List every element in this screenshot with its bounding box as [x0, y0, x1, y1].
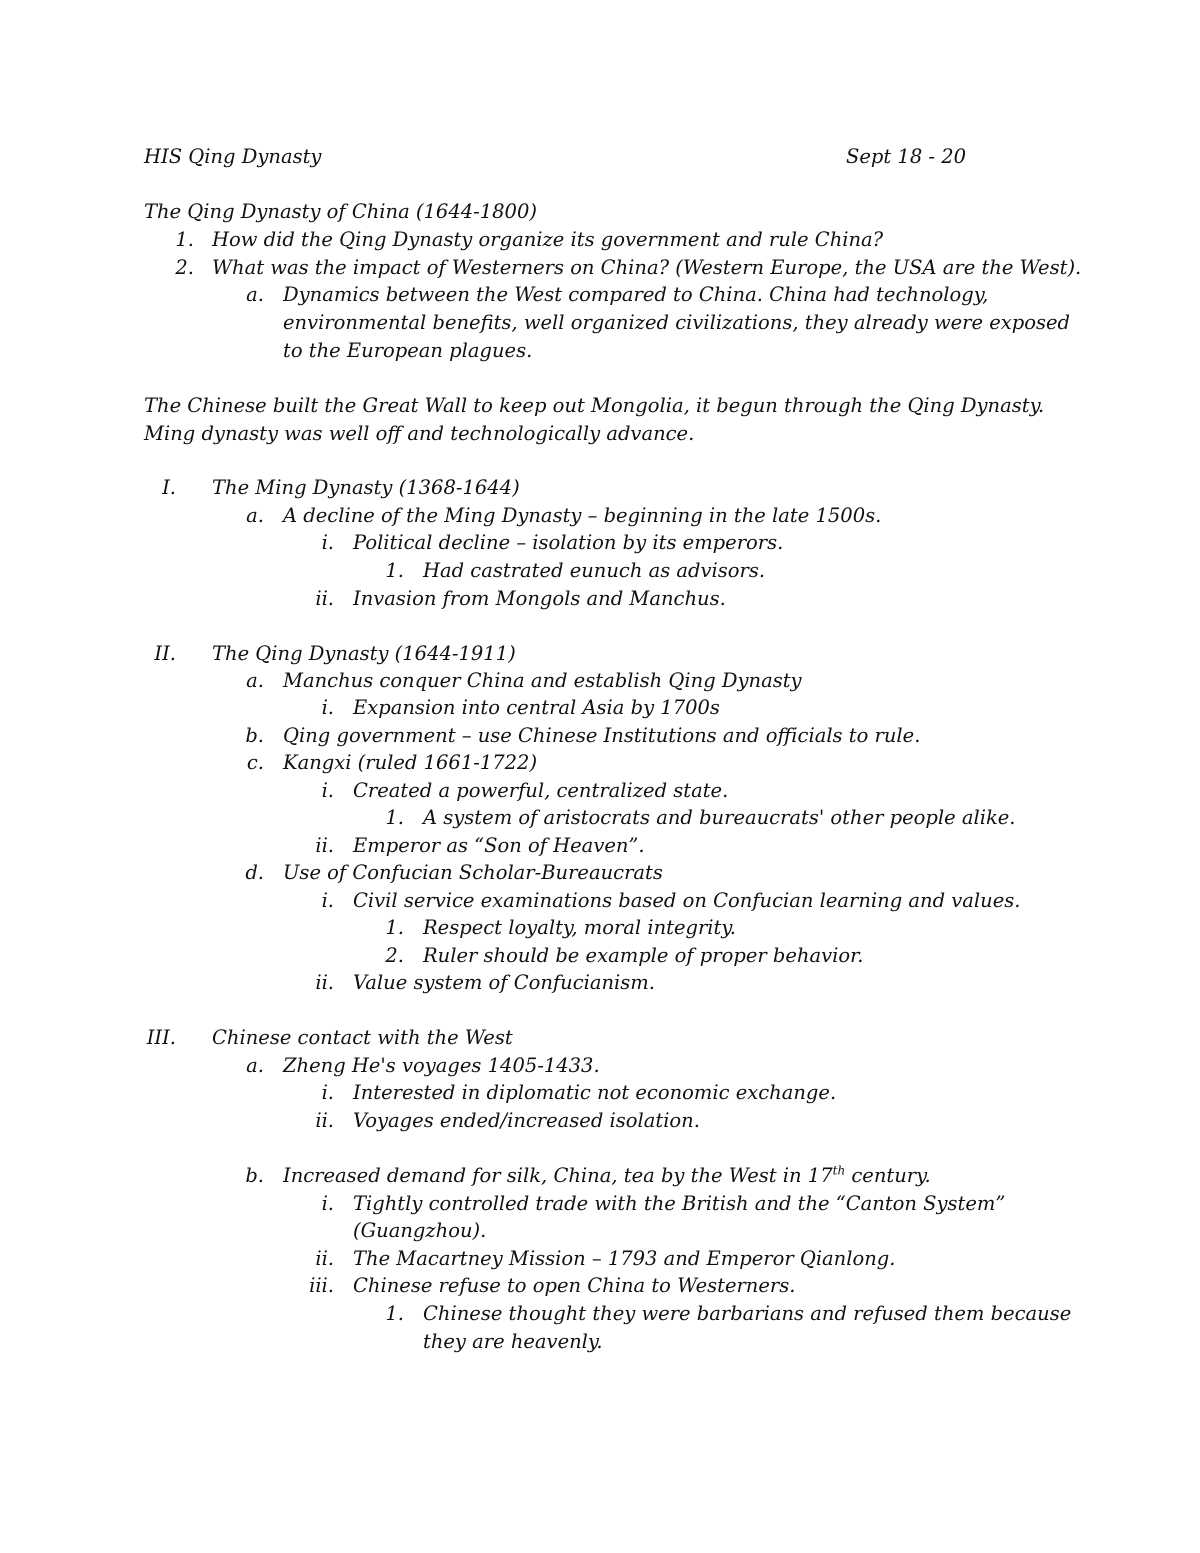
list-item	[0, 585, 1200, 612]
list-item	[0, 914, 1200, 941]
list-text: Qing government – use Chinese Institutions and officials to rule.	[283, 724, 921, 747]
list-letter: d.	[245, 861, 264, 884]
list-item	[0, 557, 1200, 584]
list-item	[0, 804, 1200, 831]
intro-title-line	[0, 198, 1200, 225]
intro-title: The Qing Dynasty of China (1644-1800)	[144, 200, 537, 223]
list-roman: i.	[321, 889, 334, 912]
list-item	[0, 942, 1200, 969]
list-text: Zheng He's voyages 1405-1433.	[283, 1054, 600, 1077]
list-number: 1.	[385, 1302, 404, 1325]
list-number: 1.	[385, 916, 404, 939]
list-text: Civil service examinations based on Confucian learning and values.	[353, 889, 1021, 912]
list-text: Emperor as “Son of Heaven”.	[353, 834, 645, 857]
list-number: 2.	[385, 944, 404, 967]
list-roman: ii.	[315, 1247, 334, 1270]
list-text: Had castrated eunuch as advisors.	[423, 559, 766, 582]
list-roman: i.	[321, 779, 334, 802]
list-letter: b.	[245, 1164, 264, 1187]
list-text: Tightly controlled trade with the British and the “Canton System”	[353, 1192, 1006, 1215]
list-text: Use of Confucian Scholar-Bureaucrats	[283, 861, 663, 884]
section-title: The Ming Dynasty (1368-1644)	[212, 476, 520, 499]
list-number: 1.	[175, 228, 194, 251]
list-roman: ii.	[315, 971, 334, 994]
list-text: The Macartney Mission – 1793 and Emperor Qianlong.	[353, 1247, 896, 1270]
section-heading	[0, 640, 1200, 667]
list-text: to the European plagues.	[283, 339, 533, 362]
list-text: Ruler should be example of proper behavior.	[423, 944, 864, 967]
list-number: 1.	[385, 806, 404, 829]
list-letter: a.	[246, 1054, 264, 1077]
paragraph-text: Ming dynasty was well off and technologically advance.	[144, 422, 695, 445]
list-item	[0, 281, 1200, 308]
list-roman: i.	[321, 1192, 334, 1215]
list-text	[283, 1162, 931, 1189]
paragraph-text: The Chinese built the Great Wall to keep out Mongolia, it begun through the Qing Dynasty.	[144, 394, 1045, 417]
paragraph-line	[0, 420, 1200, 447]
list-item	[0, 502, 1200, 529]
list-continuation	[0, 1328, 1200, 1355]
list-text: What was the impact of Westerners on China? (Western Europe, the USA are the West).	[212, 256, 1082, 279]
list-item	[0, 969, 1200, 996]
list-text: Interested in diplomatic not economic exchange.	[353, 1081, 837, 1104]
list-item	[0, 1107, 1200, 1134]
list-item	[0, 529, 1200, 556]
section-heading	[0, 474, 1200, 501]
list-text: they are heavenly.	[423, 1330, 603, 1353]
list-item	[0, 1052, 1200, 1079]
list-text: How did the Qing Dynasty organize its government and rule China?	[212, 228, 884, 251]
list-item	[0, 694, 1200, 721]
list-roman: i.	[321, 1081, 334, 1104]
list-item	[0, 1272, 1200, 1299]
list-item	[0, 1245, 1200, 1272]
list-text: A decline of the Ming Dynasty – beginning in the late 1500s.	[283, 504, 882, 527]
roman-numeral: I.	[162, 476, 176, 499]
list-text: Value system of Confucianism.	[353, 971, 655, 994]
list-text: Manchus conquer China and establish Qing Dynasty	[283, 669, 802, 692]
section-title: The Qing Dynasty (1644-1911)	[212, 642, 516, 665]
list-item	[0, 1300, 1200, 1327]
list-roman: ii.	[315, 1109, 334, 1132]
list-item	[0, 887, 1200, 914]
list-number: 1.	[385, 559, 404, 582]
list-text: Dynamics between the West compared to China. China had technology,	[283, 283, 989, 306]
list-text: Invasion from Mongols and Manchus.	[353, 587, 726, 610]
list-text: A system of aristocrats and bureaucrats' other people alike.	[423, 806, 1016, 829]
list-text: Kangxi (ruled 1661-1722)	[283, 751, 538, 774]
list-letter: a.	[246, 504, 264, 527]
list-item	[0, 749, 1200, 776]
list-item	[0, 832, 1200, 859]
list-text: environmental benefits, well organized civilizations, they already were exposed	[283, 311, 1071, 334]
list-text: Created a powerful, centralized state.	[353, 779, 729, 802]
course-title: HIS Qing Dynasty	[144, 145, 322, 168]
list-text-main: Increased demand for silk, China, tea by the West in 17	[283, 1164, 833, 1187]
list-letter: a.	[246, 669, 264, 692]
list-item	[0, 226, 1200, 253]
list-letter: b.	[245, 724, 264, 747]
header-date: Sept 18 - 20	[846, 145, 967, 168]
list-text: Voyages ended/increased isolation.	[353, 1109, 700, 1132]
list-continuation	[0, 1217, 1200, 1244]
list-text-tail: century.	[845, 1164, 931, 1187]
list-number: 2.	[175, 256, 194, 279]
list-item	[0, 1190, 1200, 1217]
list-item	[0, 859, 1200, 886]
list-item	[0, 667, 1200, 694]
list-roman: ii.	[315, 834, 334, 857]
header-line	[0, 143, 1200, 170]
superscript-ordinal: th	[832, 1163, 846, 1178]
paragraph-line	[0, 392, 1200, 419]
list-item	[0, 722, 1200, 749]
list-item	[0, 1162, 1200, 1189]
list-letter: c.	[246, 751, 264, 774]
section-title: Chinese contact with the West	[212, 1026, 513, 1049]
list-roman: iii.	[309, 1274, 334, 1297]
list-letter: a.	[246, 283, 264, 306]
list-roman: ii.	[315, 587, 334, 610]
list-roman: i.	[321, 531, 334, 554]
section-heading	[0, 1024, 1200, 1051]
list-continuation	[0, 309, 1200, 336]
roman-numeral: II.	[154, 642, 176, 665]
list-continuation	[0, 337, 1200, 364]
list-text: Political decline – isolation by its emperors.	[353, 531, 784, 554]
list-item	[0, 1079, 1200, 1106]
list-text: (Guangzhou).	[353, 1219, 487, 1242]
list-roman: i.	[321, 696, 334, 719]
list-item	[0, 254, 1200, 281]
list-text: Respect loyalty, moral integrity.	[423, 916, 737, 939]
list-text: Expansion into central Asia by 1700s	[353, 696, 720, 719]
list-text: Chinese refuse to open China to Westerners.	[353, 1274, 796, 1297]
roman-numeral: III.	[146, 1026, 176, 1049]
list-text: Chinese thought they were barbarians and refused them because	[423, 1302, 1072, 1325]
list-item	[0, 777, 1200, 804]
